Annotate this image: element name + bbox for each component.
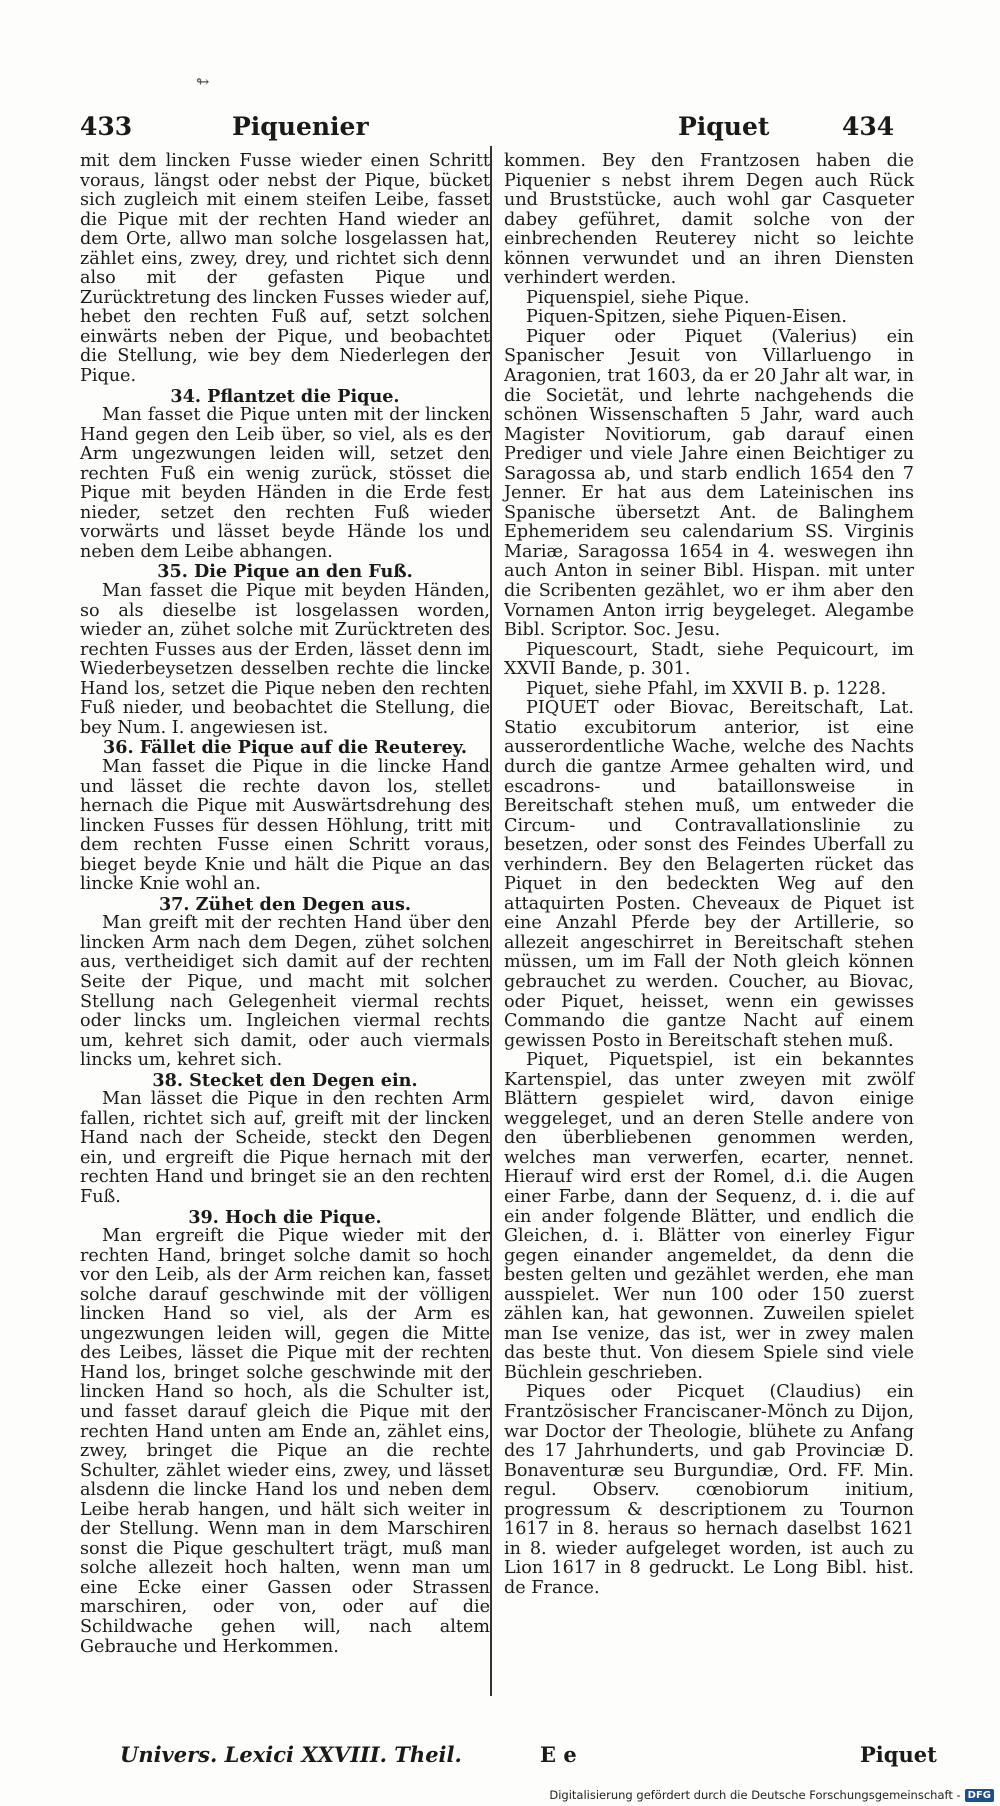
right-page-number: 434 (842, 112, 895, 141)
right-column-paragraph: PIQUET oder Biovac, Bereitschaft, Lat. Statio excubitorum anterior, ist eine ausserordentliche Wache, welche des Nachts durch die gantze Armee gehalten wird, und escadrons- und bataillonsweise in Bereitschaft stehen muß, um entweder die Circum- und Contravallationslinie zu besetzen, oder sonst des Feindes Uberfall zu verhindern. Bey den Belagerten rücket das Piquet in den bedeckten Weg auf den attaquirten Posten. Cheveaux de Piquet ist eine Anzahl Pferde bey der Artillerie, so allezeit angeschirret in Bereitschaft stehen müssen, um im Fall der Noth gleich können gebrauchet zu werden. Coucher, au Biovac, oder Piquet, heisset, wenn ein gewisses Commando die gantze Nacht auf einem gewissen Posto in Bereitschaft stehen muß. (504, 698, 914, 1051)
page-mark: ↬ (196, 72, 210, 91)
left-column-paragraph: Man fasset die Pique mit beyden Händen, so als dieselbe ist losgelassen worden, wieder an, zühet solche mit Zurücktreten des rechten Fusses aus der Erden, lässet denn im Wiederbeysetzen desselben rechte die lincke Hand los, setzet die Pique neben den rechten Fuß nieder, und beobachtet die Stellung, die bey Num. I. angewiesen ist. (80, 581, 490, 738)
right-column-paragraph: Piquescourt, Stadt, siehe Pequicourt, im XXVII Bande, p. 301. (504, 639, 914, 680)
custos-mark: E e (540, 1742, 577, 1767)
right-column-paragraph: Piques oder Picquet (Claudius) ein Frantzösischer Franciscaner-Mönch zu Dijon, war Doctor der Theologie, blühete zu Anfang des 17 Jahrhunderts, und gab Provinciæ D. Bonaventuræ seu Burgundiæ, Ord. FF. Min. regul. Observ. cœnobiorum initium, progressum & descriptionem zu Tournon 1617 in 8. heraus so hernach daselbst 1621 in 8. wieder aufgeleget worden, ist auch zu Lion 1617 in 8 gedruckt. Le Long Bibl. hist. de France. (504, 1382, 914, 1598)
left-column (80, 152, 490, 1657)
digitization-credit (549, 1784, 1000, 1806)
left-column-paragraph: Man greift mit der rechten Hand über den lincken Arm nach dem Degen, zühet solchen aus, vertheidiget sich damit auf der rechten Seite der Pique, und macht mit solcher Stellung nach Gelegenheit viermal rechts oder lincks um. Ingleichen viermal rechts um, kehret sich damit, oder auch viermals lincks um, kehret sich. (80, 913, 490, 1071)
right-column-paragraph: kommen. Bey den Frantzosen haben die Piquenier s nebst ihrem Degen auch Rück und Bruststücke, auch wohl gar Casqueter dabey geführet, damit solche von der einbrechenden Reuterey nicht so leichte können verwundet und an ihren Diensten verhindert werden. (504, 151, 914, 289)
left-column-heading: 34. Pflantzet die Pique. (170, 385, 400, 407)
left-column-paragraph: Man lässet die Pique in den rechten Arm fallen, richtet sich auf, greift mit der lincken Hand nach der Scheide, steckt den Degen ein, und ergreift die Pique hernach mit der rechten Hand und bringet sie an den rechten Fuß. (80, 1089, 490, 1207)
right-column-paragraph: Piquet, Piquetspiel, ist ein bekanntes Kartenspiel, das unter zweyen mit zwölf Blättern gespielet wird, davon einige weggeleget, und an deren Stelle andere von den überbliebenen genommen werden, welches man verwerfen, ecarter, nennet. Hierauf wird erst der Romel, d.i. die Augen einer Farbe, dann der Sequenz, d. i. die auf ein ander folgende Blätter, und endlich die Gleichen, d. i. Blätter von einerley Figur gegen einander angemeldet, da denn die besten gelten und gezählet werden, ehe man ausspielet. Wer nun 100 oder 150 zuerst zählen kan, hat gewonnen. Zuweilen spielet man Ise venize, das ist, wer in zwey malen das beste thut. Von diesem Spiele sind viele Büchlein geschrieben. (504, 1050, 914, 1383)
left-column-heading: 39. Hoch die Pique. (188, 1206, 382, 1228)
left-column-paragraph: Man fasset die Pique in die lincke Hand und lässet die rechte davon los, stellet hernach die Pique mit Auswärtsdrehung des lincken Fusses für dessen Höhlung, tritt mit dem rechten Fusse einen Schritt voraus, bieget beyde Knie und hält die Pique an das lincke Knie wohl an. (80, 756, 490, 895)
dfg-logo: DFG (965, 1789, 994, 1802)
left-column-heading: 37. Zühet den Degen aus. (158, 893, 412, 915)
left-column-heading: 35. Die Pique an den Fuß. (157, 561, 413, 583)
left-column-paragraph: Man ergreift die Pique wieder mit der rechten Hand, bringet solche damit so hoch vor den Leib, als der Arm reichen kan, fasset solche darauf geschwinde mit der völligen lincken Hand so viel, als der Arm es ungezwungen leiden will, gegen die Mitte des Leibes, lässet die Pique mit der rechten Hand los, bringet solche geschwinde mit der lincken Hand so hoch, als die Schulter ist, und fasset darauf gleich die Pique mit der rechten Hand unten am Ende an, zählet eins, zwey, bringet die Pique an die rechte Schulter, zählet wieder eins, zwey, und lässet alsdenn die lincke Hand los und neben dem Leibe herab hangen, und hält sich weiter in der Stellung. Wenn man in dem Marschiren sonst die Pique geschultert trägt, muß man solche allezeit hoch halten, wenn man um eine Ecke einer Gassen oder Strassen marschiren, oder von, oder auf die Schildwache gehen will, nach altem Gebrauche und Herkommen. (80, 1226, 490, 1657)
column-divider (490, 146, 492, 1696)
credit-text: Digitalisierung gefördert durch die Deutsche Forschungsgemeinschaft - (549, 1788, 961, 1802)
left-page-number: 433 (80, 112, 133, 141)
right-column (504, 152, 914, 1598)
right-column-paragraph: Piquer oder Piquet (Valerius) ein Spanischer Jesuit von Villarluengo in Aragonien, trat 1603, da er 20 Jahr alt war, in die Societät, und lehrte nachgehends die schönen Wissenschaften 5 Jahr, ward auch Magister Novitiorum, gab darauf einen Prediger und viele Jahre einen Beichtiger zu Saragossa ab, und starb endlich 1654 den 7 Jenner. Er hat aus dem Lateinischen ins Spanische übersetzt Ant. de Balinghem Ephemeridem seu calendarium SS. Virginis Mariæ, Saragossa 1654 in 4. weswegen ihn auch Anton in seiner Bibl. Hispan. mit unter die Scribenten gezählet, wo er ihm aber den Vornamen Anton irrig beygeleget. Alegambe Bibl. Scriptor. Soc. Jesu. (504, 326, 914, 641)
signature-line: Univers. Lexici XXVIII. Theil. (120, 1742, 462, 1767)
left-column-paragraph: mit dem lincken Fusse wieder einen Schritt voraus, längst oder nebst der Pique, bücket sich zugleich mit einem steifen Leibe, fasset die Pique mit der rechten Hand wieder an dem Orte, allwo man solche losgelassen hat, zählet eins, zwey, drey, und richtet sich denn also mit der gefasten Pique und Zurücktretung des lincken Fusses wieder auf, hebet den rechten Fuß auf, setzt solchen einwärts neben der Pique, und beobachtet die Stellung, wie bey dem Niederlegen der Pique. (80, 151, 490, 387)
left-column-heading: 36. Fället die Pique auf die Reuterey. (102, 737, 467, 759)
right-column-paragraph: Piquenspiel, siehe Pique. (526, 287, 750, 308)
right-running-head: Piquet (678, 112, 770, 141)
right-column-paragraph: Piquet, siehe Pfahl, im XXVII B. p. 1228. (526, 678, 887, 699)
left-column-paragraph: Man fasset die Pique unten mit der lincken Hand gegen den Leib über, so viel, als es der Arm ungezwungen leiden will, setzet den rechten Fuß ein wenig zurück, stösset die Pique mit beyden Händen in die Erde fest nieder, setzet den rechten Fuß wieder vorwärts und lässet beyde Hände los und neben dem Leibe abhangen. (80, 405, 490, 562)
catchword: Piquet (860, 1742, 937, 1767)
left-column-heading: 38. Stecket den Degen ein. (152, 1069, 418, 1091)
left-running-head: Piquenier (232, 112, 369, 141)
right-column-paragraph: Piquen-Spitzen, siehe Piquen-Eisen. (526, 307, 847, 328)
